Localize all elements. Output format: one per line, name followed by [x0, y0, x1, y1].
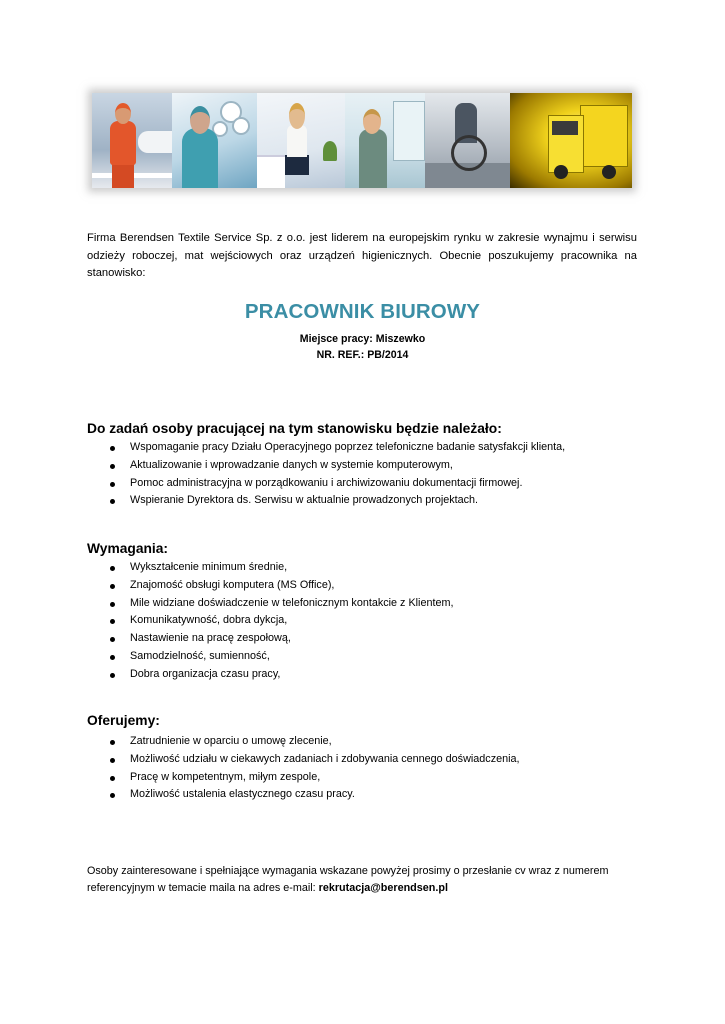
- list-item: Pomoc administracyjna w porządkowaniu i archiwizowaniu dokumentacji firmowej.: [110, 475, 565, 493]
- offer-list: [110, 733, 520, 804]
- job-reference: NR. REF.: PB/2014: [316, 349, 409, 361]
- bullet-icon: [110, 776, 115, 781]
- list-item: Wykształcenie minimum średnie,: [110, 559, 453, 577]
- bullet-icon: [110, 482, 115, 487]
- list-item: Zatrudnienie w oparciu o umowę zlecenie,: [110, 733, 520, 751]
- duties-list: [110, 439, 565, 510]
- industrial-worker-photo: [92, 93, 172, 188]
- requirements-heading: Wymagania:: [87, 541, 169, 556]
- closing-text: Osoby zainteresowane i spełniające wymagania wskazane powyżej prosimy o przesłanie cv wraz z numerem referencyjnym w temacie maila na adres e-mail:: [87, 865, 609, 894]
- list-item: Wspieranie Dyrektora ds. Serwisu w aktualnie prowadzonych projektach.: [110, 492, 565, 510]
- company-intro: Firma Berendsen Textile Service Sp. z o.o. jest liderem na europejskim rynku w zakresie wynajmu i serwisu odzieży roboczej, mat wejściowych oraz urządzeń higienicznych. Obecnie poszukujemy pracownika na stanowisko:: [87, 232, 637, 280]
- wheelchair-entrance-photo: [425, 93, 510, 188]
- bullet-icon: [110, 619, 115, 624]
- list-item: Pracę w kompetentnym, miłym zespole,: [110, 769, 520, 787]
- bullet-icon: [110, 740, 115, 745]
- bullet-icon: [110, 446, 115, 451]
- header-photo-banner: [92, 93, 632, 188]
- nurse-hygiene-photo: [345, 93, 425, 188]
- job-location: Miejsce pracy: Miszewko: [299, 333, 426, 345]
- contact-email-link[interactable]: rekrutacja@berendsen.pl: [318, 882, 448, 894]
- duties-heading: Do zadań osoby pracującej na tym stanowisku będzie należało:: [87, 421, 502, 436]
- bullet-icon: [110, 566, 115, 571]
- bullet-icon: [110, 602, 115, 607]
- surgeon-photo: [172, 93, 257, 188]
- closing-paragraph: [87, 863, 647, 897]
- list-item: Nastawienie na pracę zespołową,: [110, 630, 453, 648]
- hotel-staff-photo: [257, 93, 345, 188]
- list-item: Aktualizowanie i wprowadzanie danych w systemie komputerowym,: [110, 457, 565, 475]
- offer-heading: Oferujemy:: [87, 713, 160, 728]
- yellow-truck-photo: [510, 93, 632, 188]
- list-item: Mile widziane doświadczenie w telefonicznym kontakcie z Klientem,: [110, 595, 453, 613]
- bullet-icon: [110, 499, 115, 504]
- bullet-icon: [110, 673, 115, 678]
- requirements-list: [110, 559, 453, 684]
- bullet-icon: [110, 464, 115, 469]
- list-item: Możliwość ustalenia elastycznego czasu pracy.: [110, 786, 520, 804]
- bullet-icon: [110, 758, 115, 763]
- bullet-icon: [110, 637, 115, 642]
- list-item: Znajomość obsługi komputera (MS Office),: [110, 577, 453, 595]
- job-title: PRACOWNIK BIUROWY: [244, 300, 481, 323]
- list-item: Wspomaganie pracy Działu Operacyjnego poprzez telefoniczne badanie satysfakcji klienta,: [110, 439, 565, 457]
- bullet-icon: [110, 793, 115, 798]
- bullet-icon: [110, 655, 115, 660]
- list-item: Dobra organizacja czasu pracy,: [110, 666, 453, 684]
- list-item: Możliwość udziału w ciekawych zadaniach i zdobywania cennego doświadczenia,: [110, 751, 520, 769]
- bullet-icon: [110, 584, 115, 589]
- list-item: Samodzielność, sumienność,: [110, 648, 453, 666]
- list-item: Komunikatywność, dobra dykcja,: [110, 612, 453, 630]
